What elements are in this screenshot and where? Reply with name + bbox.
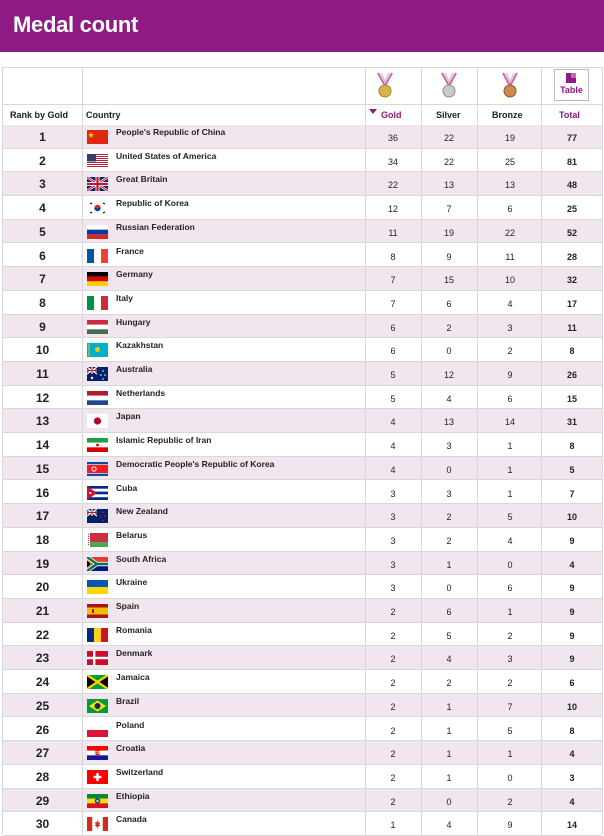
total-count: 9: [569, 654, 575, 665]
rank-cell: 15: [35, 461, 50, 476]
bronze-count: 19: [504, 133, 515, 143]
silver-count: 6: [446, 298, 452, 309]
bronze-count: 6: [507, 204, 513, 215]
silver-count: 1: [446, 725, 452, 736]
flag-eth-icon: [87, 794, 108, 808]
bronze-count: 2: [507, 630, 513, 641]
flag-rus-icon: [87, 225, 108, 239]
silver-count: 4: [446, 393, 452, 404]
gold-count: 3: [390, 488, 396, 499]
flag-bra-icon: [87, 699, 108, 713]
total-count: 31: [566, 417, 577, 428]
bronze-count: 6: [507, 393, 513, 404]
rank-cell: 25: [35, 698, 50, 713]
silver-count: 22: [443, 156, 454, 167]
rank-cell: 6: [39, 248, 46, 263]
total-count: 9: [569, 583, 575, 594]
silver-count: 1: [446, 701, 452, 712]
rank-cell: 3: [39, 177, 46, 192]
flag-ned-icon: [87, 391, 108, 405]
flag-jam-icon: [87, 675, 108, 689]
gold-count: 1: [390, 820, 396, 831]
country-name[interactable]: Belarus: [116, 529, 148, 540]
rank-cell: 1: [39, 130, 46, 144]
gold-count: 2: [390, 772, 396, 783]
silver-count: 0: [446, 796, 452, 807]
silver-count: 2: [446, 512, 452, 523]
rank-cell: 18: [35, 532, 50, 547]
sort-desc-icon: [369, 109, 377, 114]
flag-chn-icon: [87, 130, 108, 144]
total-count: 77: [566, 133, 577, 143]
gold-count: 2: [390, 701, 396, 712]
bronze-count: 11: [505, 251, 515, 262]
column-header-silver[interactable]: Silver: [436, 110, 461, 120]
silver-count: 4: [446, 820, 452, 831]
gold-count: 3: [390, 559, 396, 570]
column-header-rank[interactable]: Rank by Gold: [10, 110, 69, 120]
rank-cell: 9: [39, 319, 46, 334]
table-row[interactable]: [3, 528, 602, 552]
gold-count: 11: [388, 227, 398, 238]
table-row[interactable]: [3, 481, 602, 505]
total-count: 8: [569, 725, 575, 736]
gold-count: 6: [390, 346, 396, 357]
gold-count: 4: [390, 464, 396, 475]
bronze-count: 13: [504, 180, 515, 191]
silver-count: 3: [446, 488, 452, 499]
total-count: 48: [566, 180, 577, 191]
total-count: 26: [566, 370, 577, 380]
silver-count: 0: [446, 583, 452, 594]
country-name[interactable]: Croatia: [116, 743, 146, 754]
rank-cell: 5: [39, 224, 46, 239]
flag-ger-icon: [87, 272, 108, 286]
total-count: 6: [569, 678, 575, 689]
bronze-count: 1: [507, 607, 513, 617]
country-name[interactable]: Brazil: [116, 695, 140, 706]
flag-blr-icon: [87, 533, 108, 547]
table-row[interactable]: [3, 267, 602, 291]
country-name[interactable]: Jamaica: [116, 672, 150, 683]
silver-count: 2: [446, 322, 452, 333]
table-row[interactable]: [3, 765, 602, 789]
medal-table: [2, 67, 603, 834]
total-count: 32: [566, 275, 577, 286]
flag-cro-icon: [87, 746, 108, 760]
bronze-count: 1: [507, 749, 513, 760]
table-row[interactable]: [3, 670, 602, 694]
rank-cell: 29: [35, 793, 50, 808]
rank-cell: 21: [35, 604, 50, 618]
gold-count: 36: [387, 133, 398, 143]
rank-cell: 2: [39, 153, 46, 168]
column-divider: [365, 68, 366, 834]
silver-count: 2: [446, 535, 452, 546]
gold-count: 5: [390, 393, 396, 404]
bronze-count: 9: [507, 820, 513, 831]
flag-kaz-icon: [87, 343, 108, 357]
flag-usa-icon: [87, 154, 108, 168]
table-row[interactable]: [3, 694, 602, 718]
flag-ukr-icon: [87, 580, 108, 594]
total-count: 10: [566, 701, 577, 712]
flag-gbr-icon: [87, 177, 108, 191]
country-name[interactable]: Cuba: [116, 482, 138, 493]
rank-cell: 17: [35, 509, 50, 524]
silver-count: 13: [443, 180, 454, 191]
country-name[interactable]: People's Republic of China: [116, 127, 226, 137]
gold-count: 22: [387, 180, 398, 191]
table-row[interactable]: [3, 220, 602, 244]
silver-count: 1: [446, 772, 452, 783]
silver-count: 12: [443, 370, 454, 380]
rank-cell: 13: [35, 414, 50, 429]
table-row[interactable]: [3, 338, 602, 362]
bronze-count: 22: [504, 227, 515, 238]
total-count: 8: [569, 346, 575, 357]
total-count: 14: [566, 820, 577, 831]
bronze-count: 3: [507, 654, 513, 665]
country-name[interactable]: Switzerland: [116, 766, 164, 777]
silver-count: 0: [446, 464, 452, 475]
table-row[interactable]: [3, 149, 602, 173]
gold-count: 34: [387, 156, 398, 167]
gold-medal-icon: [374, 72, 396, 100]
country-name[interactable]: Netherlands: [116, 387, 166, 398]
gold-count: 7: [390, 298, 396, 309]
table-row[interactable]: [3, 125, 602, 149]
silver-count: 15: [443, 275, 454, 286]
country-name[interactable]: South Africa: [116, 553, 167, 564]
rank-cell: 22: [35, 627, 50, 642]
flag-esp-icon: [87, 604, 108, 618]
table-row[interactable]: [3, 409, 602, 433]
table-row[interactable]: [3, 244, 602, 268]
rank-cell: 30: [35, 817, 50, 832]
bronze-count: 4: [507, 535, 513, 546]
bronze-count: 0: [507, 559, 513, 570]
table-view-icon-accent: [571, 73, 576, 78]
rank-cell: 10: [35, 343, 50, 358]
table-row[interactable]: [3, 575, 602, 599]
total-count: 4: [569, 559, 575, 570]
table-row[interactable]: [3, 646, 602, 670]
column-header-bronze[interactable]: Bronze: [492, 110, 523, 120]
rank-cell: 8: [39, 295, 46, 310]
country-name[interactable]: Romania: [116, 624, 152, 635]
table-view-button[interactable]: [554, 69, 589, 101]
table-row[interactable]: [3, 504, 602, 528]
bronze-count: 5: [507, 512, 513, 523]
flag-den-icon: [87, 651, 108, 665]
country-name[interactable]: Canada: [116, 814, 147, 825]
rank-cell: 28: [35, 769, 50, 784]
column-icons-row: [3, 68, 602, 104]
total-count: 7: [569, 488, 575, 499]
table-row[interactable]: [3, 741, 602, 765]
total-count: 9: [569, 607, 575, 617]
column-divider: [82, 68, 83, 834]
table-row[interactable]: [3, 291, 602, 315]
bronze-count: 0: [507, 772, 513, 783]
flag-sui-icon: [87, 770, 108, 784]
table-row[interactable]: [3, 196, 602, 220]
silver-count: 13: [443, 417, 454, 428]
column-header-gold[interactable]: Gold: [381, 110, 402, 120]
column-divider: [541, 68, 542, 834]
silver-count: 5: [446, 630, 452, 641]
rank-cell: 19: [35, 556, 50, 571]
country-name[interactable]: Russian Federation: [116, 221, 195, 232]
silver-count: 0: [446, 346, 452, 357]
total-count: 4: [569, 749, 575, 760]
table-row[interactable]: [3, 599, 602, 623]
flag-prk-icon: [87, 462, 108, 476]
country-name[interactable]: United States of America: [116, 150, 217, 161]
total-count: 25: [566, 204, 577, 215]
table-row[interactable]: [3, 386, 602, 410]
rank-cell: 7: [39, 272, 46, 287]
flag-cub-icon: [87, 486, 108, 500]
silver-count: 1: [446, 749, 452, 760]
table-row[interactable]: [3, 718, 602, 742]
country-name[interactable]: Hungary: [116, 316, 151, 327]
gold-count: 2: [390, 607, 396, 617]
bronze-medal-icon: [499, 72, 521, 100]
total-count: 28: [566, 251, 577, 262]
silver-count: 1: [446, 559, 452, 570]
flag-aus-icon: [87, 367, 108, 381]
rank-cell: 23: [35, 651, 50, 666]
gold-count: 2: [390, 796, 396, 807]
flag-hun-icon: [87, 320, 108, 334]
page-header: [0, 0, 604, 52]
table-row[interactable]: [3, 433, 602, 457]
flag-jpn-icon: [87, 414, 108, 428]
bronze-count: 1: [507, 488, 513, 499]
flag-rou-icon: [87, 628, 108, 642]
total-count: 10: [566, 512, 577, 523]
silver-count: 9: [446, 251, 452, 262]
country-name[interactable]: Spain: [116, 601, 140, 611]
rank-cell: 24: [35, 675, 50, 690]
gold-count: 2: [390, 654, 396, 665]
flag-ita-icon: [87, 296, 108, 310]
flag-fra-icon: [87, 249, 108, 263]
gold-count: 2: [390, 678, 396, 689]
bronze-count: 6: [507, 583, 513, 594]
flag-nzl-icon: [87, 509, 108, 523]
bronze-count: 7: [507, 701, 513, 712]
rank-cell: 27: [35, 746, 50, 761]
rank-cell: 11: [36, 367, 49, 381]
flag-rsa-icon: [87, 557, 108, 571]
gold-count: 4: [390, 441, 396, 452]
rank-cell: 16: [35, 485, 50, 500]
flag-iri-icon: [87, 438, 108, 452]
total-count: 3: [569, 772, 575, 783]
country-name[interactable]: Democratic People's Republic of Korea: [116, 458, 275, 469]
rank-cell: 20: [35, 580, 50, 595]
country-name[interactable]: Japan: [116, 411, 141, 422]
page-title: Medal count: [13, 12, 139, 37]
total-count: 11: [567, 322, 577, 333]
gold-count: 5: [390, 370, 396, 380]
bronze-count: 25: [504, 156, 515, 167]
bronze-count: 14: [504, 417, 515, 428]
gold-count: 6: [390, 322, 396, 333]
silver-count: 2: [446, 678, 452, 689]
column-divider: [477, 68, 478, 834]
country-name[interactable]: Republic of Korea: [116, 198, 189, 209]
silver-count: 3: [446, 441, 452, 452]
total-count: 5: [569, 464, 575, 475]
gold-count: 8: [390, 251, 396, 262]
table-row[interactable]: [3, 552, 602, 576]
rank-cell: 12: [35, 390, 50, 405]
country-name[interactable]: Australia: [116, 364, 153, 374]
country-name[interactable]: Great Britain: [116, 174, 168, 185]
bronze-count: 9: [507, 370, 513, 380]
silver-count: 6: [446, 607, 452, 617]
country-name[interactable]: Kazakhstan: [116, 340, 164, 351]
country-name[interactable]: New Zealand: [116, 506, 168, 517]
total-count: 9: [569, 630, 575, 641]
column-divider: [421, 68, 422, 834]
total-count: 4: [569, 796, 575, 807]
total-count: 15: [566, 393, 577, 404]
gold-count: 2: [390, 630, 396, 641]
silver-count: 7: [446, 204, 452, 215]
table-row[interactable]: [3, 812, 602, 836]
gold-count: 7: [390, 275, 396, 286]
country-name[interactable]: Germany: [116, 269, 153, 280]
gold-count: 3: [390, 535, 396, 546]
silver-medal-icon: [438, 72, 460, 100]
country-name[interactable]: Ethiopia: [116, 790, 150, 801]
table-row[interactable]: [3, 457, 602, 481]
table-view-label: Table: [560, 85, 583, 95]
bronze-count: 2: [507, 796, 513, 807]
gold-count: 3: [390, 512, 396, 523]
total-count: 8: [569, 441, 575, 452]
rank-cell: 14: [35, 438, 50, 453]
bronze-count: 5: [507, 725, 513, 736]
country-name[interactable]: Islamic Republic of Iran: [116, 435, 212, 446]
total-count: 17: [566, 298, 577, 309]
silver-count: 4: [446, 654, 452, 665]
silver-count: 22: [443, 133, 454, 143]
table-row[interactable]: [3, 623, 602, 647]
bronze-count: 1: [507, 441, 513, 452]
column-header-country[interactable]: Country: [86, 110, 121, 120]
country-name[interactable]: Poland: [116, 719, 145, 730]
gold-count: 3: [390, 583, 396, 594]
country-name[interactable]: Italy: [116, 292, 134, 303]
gold-count: 4: [390, 417, 396, 428]
total-count: 52: [566, 227, 577, 238]
total-count: 9: [569, 535, 575, 546]
total-count: 81: [566, 156, 577, 167]
rank-cell: 4: [39, 201, 46, 216]
bronze-count: 2: [507, 346, 513, 357]
table-row[interactable]: [3, 362, 602, 386]
table-row[interactable]: [3, 789, 602, 813]
country-name[interactable]: France: [116, 245, 144, 256]
flag-pol-icon: [87, 723, 108, 737]
bronze-count: 3: [507, 322, 513, 333]
silver-count: 19: [443, 227, 454, 238]
table-row[interactable]: [3, 315, 602, 339]
table-row[interactable]: [3, 172, 602, 196]
country-name[interactable]: Denmark: [116, 648, 153, 659]
flag-kor-icon: [87, 201, 108, 215]
gold-count: 12: [387, 204, 398, 215]
flag-can-icon: [87, 817, 108, 831]
bronze-count: 1: [507, 464, 513, 475]
bronze-count: 10: [504, 275, 515, 286]
gold-count: 2: [390, 749, 396, 760]
table-header-row: [3, 104, 602, 126]
column-header-total[interactable]: Total: [559, 110, 580, 120]
bronze-count: 2: [507, 678, 513, 689]
gold-count: 2: [390, 725, 396, 736]
rank-cell: 26: [35, 722, 50, 737]
bronze-count: 4: [507, 298, 513, 309]
country-name[interactable]: Ukraine: [116, 577, 148, 588]
